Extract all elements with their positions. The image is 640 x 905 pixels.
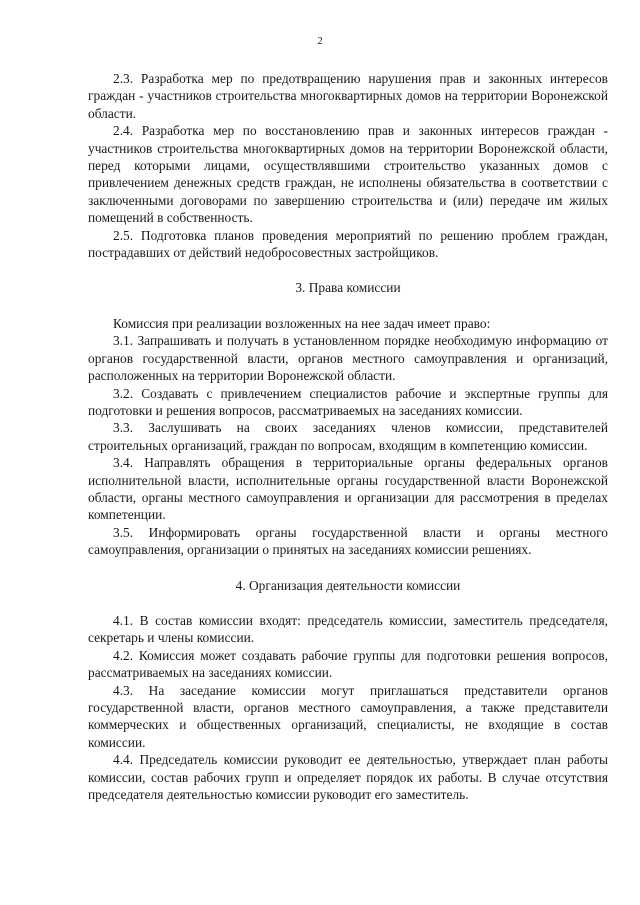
paragraph-3-3: 3.3. Заслушивать на своих заседаниях членов комиссии, представителей строительных организаций, граждан по вопросам, входящим в компетенцию комиссии. <box>88 420 608 453</box>
paragraph-3-5: 3.5. Информировать органы государственной власти и органы местного самоуправления, организации о принятых на заседаниях комиссии решениях. <box>88 524 608 558</box>
paragraph-3-4: 3.4. Направлять обращения в территориальные органы федеральных органов исполнительной власти, исполнительные органы государственной власти Воронежской области, органы местного самоуправления и организации для рассмотрения в пределах компетенции. <box>88 455 608 523</box>
document-body <box>88 70 608 803</box>
paragraph-4-3: 4.3. На заседание комиссии могут приглашаться представители органов государственной власти, органов местного самоуправления, а также представители коммерческих и общественных организаций, специалисты, не входящие в состав комиссии. <box>88 682 608 750</box>
section-4-heading: 4. Организация деятельности комиссии <box>235 577 461 593</box>
paragraph-2-3: 2.3. Разработка мер по предотвращению нарушения прав и законных интересов граждан - участников строительства многоквартирных домов на территории Воронежской области. <box>88 71 608 121</box>
paragraph-4-4: 4.4. Председатель комиссии руководит ее деятельностью, утверждает план работы комиссии, состав рабочих групп и определяет порядок их работы. В случае отсутствия председателя деятельностью комиссии руководит его заместитель. <box>88 752 608 803</box>
paragraph-2-4: 2.4. Разработка мер по восстановлению прав и законных интересов граждан - участников строительства многоквартирных домов на территории Воронежской области, перед которыми лицами, осуществлявшими строительство указанных домов с привлечением денежных средств граждан, не исполнены обязательства в соответствии с заключенными договорами по завершению строительства и (или) передаче им жилых помещений в собственность. <box>88 123 608 226</box>
paragraph-3-1: 3.1. Запрашивать и получать в установленном порядке необходимую информацию от органов государственной власти, органов местного самоуправления и организаций, расположенных на территории Воронежской области. <box>88 333 608 384</box>
paragraph-4-2: 4.2. Комиссия может создавать рабочие группы для подготовки решения вопросов, рассматриваемых на заседаниях комиссии. <box>88 647 608 681</box>
paragraph-3-2: 3.2. Создавать с привлечением специалистов рабочие и экспертные группы для подготовки и решения вопросов, рассматриваемых на заседаниях комиссии. <box>88 385 608 418</box>
page-number: 2 <box>317 35 323 47</box>
section-3-heading: 3. Права комиссии <box>295 280 401 296</box>
paragraph-2-5: 2.5. Подготовка планов проведения мероприятий по решению проблем граждан, пострадавших от действий недобросовестных застройщиков. <box>88 227 608 261</box>
paragraph-4-1: 4.1. В состав комиссии входят: председатель комиссии, заместитель председателя, секретарь и члены комиссии. <box>88 612 608 646</box>
section-3-intro: Комиссия при реализации возложенных на нее задач имеет право: <box>113 315 491 331</box>
